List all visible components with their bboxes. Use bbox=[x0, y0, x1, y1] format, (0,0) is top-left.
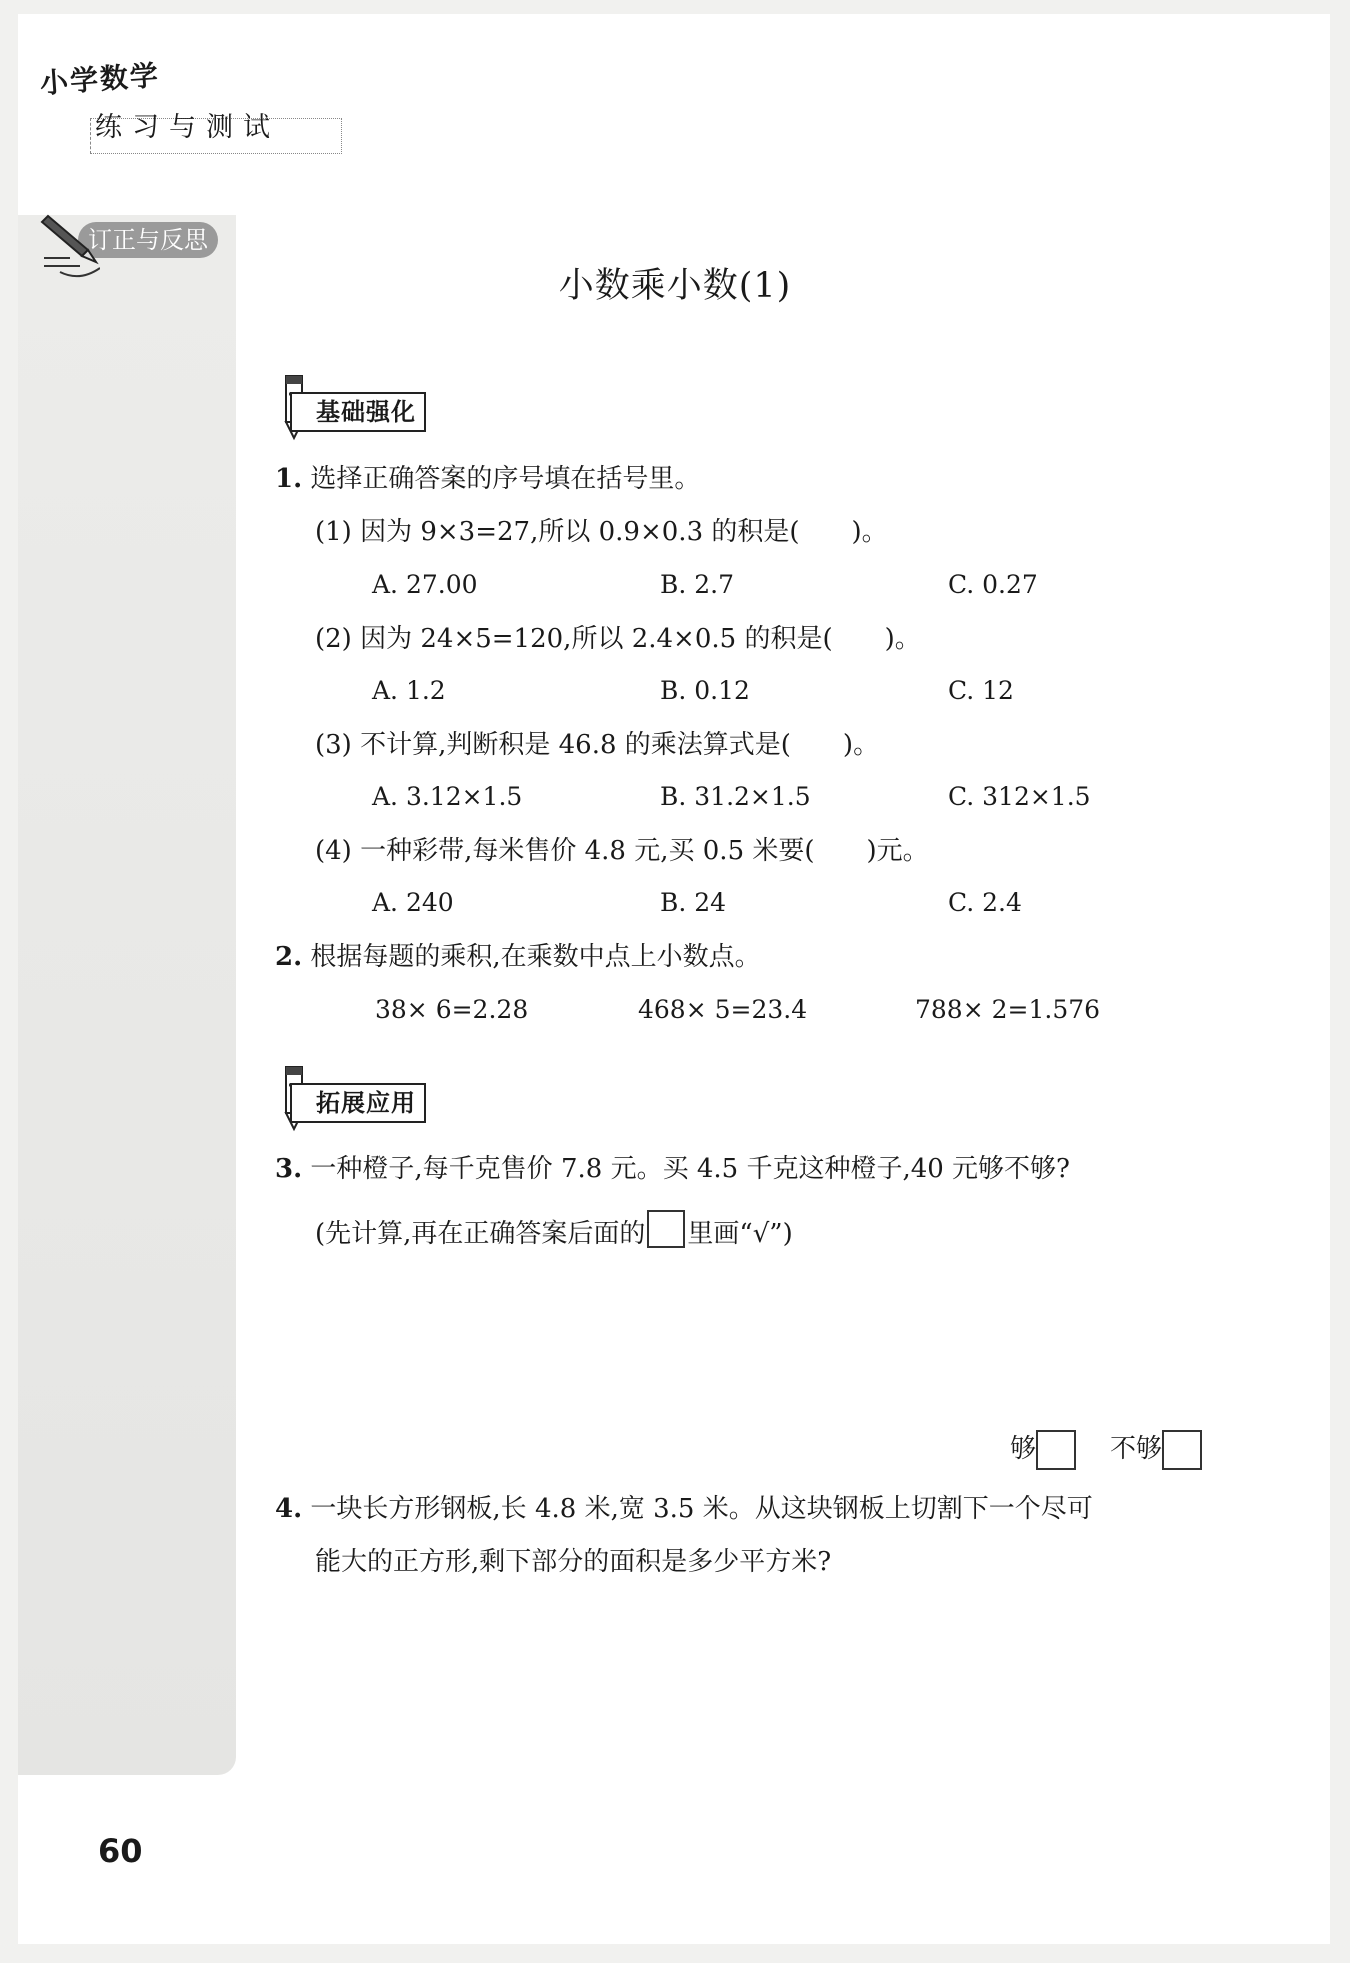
book-subtitle: 练习与测试 bbox=[95, 112, 280, 143]
question-2-prompt bbox=[275, 940, 761, 974]
question-text: 选择正确答案的序号填在括号里。 bbox=[310, 464, 701, 494]
q1-part-1-option-c: C. 0.27 bbox=[948, 570, 1038, 599]
question-number: 1. bbox=[275, 464, 303, 494]
question-text: 一种橙子,每千克售价 7.8 元。买 4.5 千克这种橙子,40 元够不够? bbox=[310, 1154, 1070, 1184]
question-4-line-2: 能大的正方形,剩下部分的面积是多少平方米? bbox=[315, 1547, 832, 1577]
q1-part-3-option-c: C. 312×1.5 bbox=[948, 782, 1091, 811]
question-text: 根据每题的乘积,在乘数中点上小数点。 bbox=[310, 942, 761, 972]
correction-margin bbox=[18, 215, 236, 1775]
q1-part-4-option-b: B. 24 bbox=[660, 888, 727, 917]
answer-not-enough-label: 不够 bbox=[1110, 1434, 1163, 1464]
correction-label: 订正与反思 bbox=[78, 222, 218, 258]
instruction-text-after: 里画“√”) bbox=[687, 1219, 793, 1249]
answer-not-enough-group bbox=[1110, 1430, 1202, 1470]
q1-part-3-option-a: A. 3.12×1.5 bbox=[372, 782, 523, 811]
page-number: 60 bbox=[98, 1832, 143, 1870]
q1-part-2-option-b: B. 0.12 bbox=[660, 676, 750, 705]
q1-part-1-stem: (1) 因为 9×3=27,所以 0.9×0.3 的积是( )。 bbox=[315, 517, 888, 547]
q1-part-1-option-b: B. 2.7 bbox=[660, 570, 735, 599]
q1-part-2-option-a: A. 1.2 bbox=[372, 676, 446, 705]
q1-part-4-option-c: C. 2.4 bbox=[948, 888, 1022, 917]
page-title: 小数乘小数(1) bbox=[558, 266, 792, 306]
instruction-text-before: (先计算,再在正确答案后面的 bbox=[315, 1219, 646, 1249]
answer-not-enough-checkbox[interactable] bbox=[1162, 1430, 1202, 1470]
section-basic-badge: 基础强化 bbox=[290, 392, 426, 432]
example-check-box bbox=[647, 1210, 685, 1248]
q1-part-1-option-a: A. 27.00 bbox=[372, 570, 478, 599]
q1-part-3-stem: (3) 不计算,判断积是 46.8 的乘法算式是( )。 bbox=[315, 730, 880, 760]
q2-item-2: 468× 5=23.4 bbox=[638, 995, 808, 1024]
q1-part-4-option-a: A. 240 bbox=[372, 888, 454, 917]
answer-enough-label: 够 bbox=[1010, 1434, 1037, 1464]
question-4-line-1 bbox=[275, 1492, 1093, 1526]
question-number: 3. bbox=[275, 1154, 303, 1184]
question-number: 4. bbox=[275, 1494, 303, 1524]
section-extended-badge: 拓展应用 bbox=[290, 1083, 426, 1123]
question-1-prompt bbox=[275, 462, 700, 496]
q1-part-2-stem: (2) 因为 24×5=120,所以 2.4×0.5 的积是( )。 bbox=[315, 624, 921, 654]
q2-item-1: 38× 6=2.28 bbox=[375, 995, 529, 1024]
question-3-line-1 bbox=[275, 1152, 1070, 1186]
question-3-line-2 bbox=[315, 1210, 793, 1251]
answer-enough-group bbox=[1010, 1430, 1076, 1470]
q1-part-4-stem: (4) 一种彩带,每米售价 4.8 元,买 0.5 米要( )元。 bbox=[315, 836, 929, 866]
question-text: 一块长方形钢板,长 4.8 米,宽 3.5 米。从这块钢板上切割下一个尽可 bbox=[310, 1494, 1093, 1524]
q2-item-3: 788× 2=1.576 bbox=[915, 995, 1101, 1024]
question-number: 2. bbox=[275, 942, 303, 972]
book-title: 小学数学 bbox=[38, 58, 161, 100]
q1-part-2-option-c: C. 12 bbox=[948, 676, 1014, 705]
answer-enough-checkbox[interactable] bbox=[1036, 1430, 1076, 1470]
q1-part-3-option-b: B. 31.2×1.5 bbox=[660, 782, 811, 811]
